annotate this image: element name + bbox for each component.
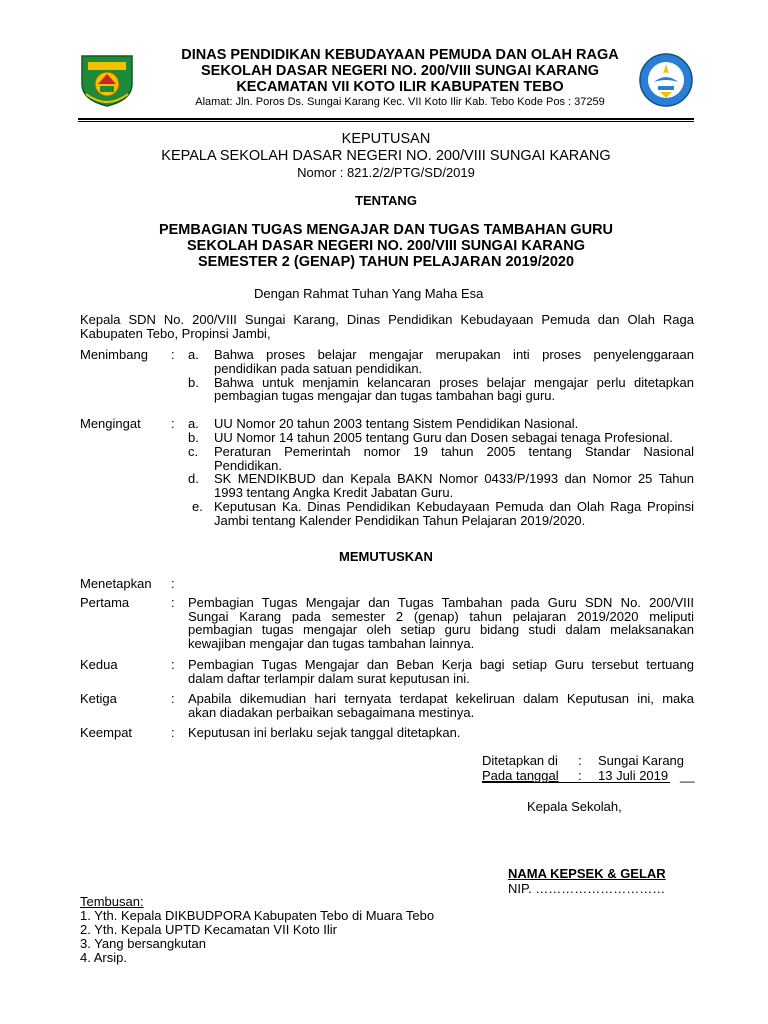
- menimbang-b-line-2: pembagian tugas mengajar dan tugas tambahan bagi guru.: [214, 388, 556, 403]
- pertama-line-4: kewajiban mengajar dan tugas tambahan lainnya.: [188, 636, 475, 651]
- kop-line-3: KECAMATAN VII KOTO ILIR KABUPATEN TEBO: [236, 79, 564, 95]
- tembusan-item: 2. Yth. Kepala UPTD Kecamatan VII Koto Ilir: [80, 922, 337, 937]
- memutuskan-heading: MEMUTUSKAN: [339, 549, 433, 564]
- mengingat-letter-a: a.: [188, 416, 199, 431]
- keempat-colon: :: [171, 725, 175, 740]
- ketiga-label: Ketiga: [80, 691, 117, 706]
- tanggal-value: 13 Juli 2019: [598, 768, 669, 783]
- pertama-line-3: pembagian tugas mengajar oleh setiap guru bidang studi dalam melaksanakan: [188, 622, 694, 637]
- mengingat-b-line-1: UU Nomor 14 tahun 2005 tentang Guru dan Dosen sebagai tenaga Profesional.: [214, 430, 673, 445]
- tembusan-title: Tembusan:: [80, 894, 144, 909]
- mengingat-c-line-2: Pendidikan.: [214, 458, 282, 473]
- kop-address: Alamat: Jln. Poros Ds. Sungai Karang Kec. VII Koto Ilir Kab. Tebo Kode Pos : 37259: [195, 96, 605, 108]
- menimbang-a-line-1: Bahwa proses belajar mengajar merupakan inti proses penyelenggaraan: [214, 347, 694, 362]
- keempat-line-1: Keputusan ini berlaku sejak tanggal ditetapkan.: [188, 725, 461, 740]
- tembusan-item: 1. Yth. Kepala DIKBUDPORA Kabupaten Tebo di Muara Tebo: [80, 908, 435, 923]
- ketiga-colon: :: [171, 691, 175, 706]
- ditetapkan-label: Ditetapkan di: [482, 753, 558, 768]
- menimbang-a-line-2: pendidikan pada satuan pendidikan.: [214, 361, 423, 376]
- signature-nip: NIP. …………………………: [508, 881, 666, 896]
- tembusan-item: 3. Yang bersangkutan: [80, 936, 207, 951]
- pertama-colon: :: [171, 595, 175, 610]
- mengingat-d-line-1: SK MENDIKBUD dan Kepala BAKN Nomor 0433/P/1993 dan Nomor 25 Tahun: [214, 471, 694, 486]
- kop-line-1: DINAS PENDIDIKAN KEBUDAYAAN PEMUDA DAN OLAH RAGA: [181, 47, 619, 63]
- menetapkan-label: Menetapkan: [80, 576, 152, 591]
- tembusan-item: 4. Arsip.: [80, 950, 127, 965]
- mengingat-a-line-1: UU Nomor 20 tahun 2003 tentang Sistem Pendidikan Nasional.: [214, 416, 579, 431]
- kedua-line-2: dalam daftar terlampir dalam surat keputusan ini.: [188, 671, 470, 686]
- kedua-line-1: Pembagian Tugas Mengajar dan Beban Kerja bagi setiap Guru tersebut tertuang: [188, 657, 694, 672]
- kop-line-2: SEKOLAH DASAR NEGERI NO. 200/VIII SUNGAI KARANG: [201, 63, 599, 79]
- title-subject-2: SEKOLAH DASAR NEGERI NO. 200/VIII SUNGAI KARANG: [187, 238, 585, 254]
- ditetapkan-value: Sungai Karang: [598, 753, 685, 768]
- title-subject-3: SEMESTER 2 (GENAP) TAHUN PELAJARAN 2019/2020: [197, 254, 575, 270]
- intro-line-2: Kabupaten Tebo, Propinsi Jambi,: [80, 326, 271, 341]
- title-tentang: TENTANG: [355, 193, 417, 208]
- keempat-label: Keempat: [80, 725, 133, 740]
- mengingat-e-line-1: Keputusan Ka. Dinas Pendidikan Kebudayaan Pemuda dan Olah Raga Propinsi: [214, 499, 694, 514]
- title-kepala: KEPALA SEKOLAH DASAR NEGERI NO. 200/VIII SUNGAI KARANG: [161, 148, 611, 164]
- mengingat-letter-e: e.: [192, 499, 203, 514]
- title-keputusan: KEPUTUSAN: [341, 131, 431, 147]
- mengingat-colon: :: [171, 416, 175, 431]
- title-rahmat: Dengan Rahmat Tuhan Yang Maha Esa: [254, 286, 484, 301]
- ketiga-line-2: akan diadakan perbaikan sebagaimana mestinya.: [188, 705, 475, 720]
- mengingat-d-line-2: 1993 tentang Angka Kredit Jabatan Guru.: [214, 485, 454, 500]
- kedua-colon: :: [171, 657, 175, 672]
- kabupaten-logo: [78, 50, 136, 108]
- mengingat-letter-c: c.: [188, 444, 199, 459]
- menetapkan-colon: :: [171, 576, 175, 591]
- ketiga-line-1: Apabila dikemudian hari ternyata terdapat kekeliruan dalam Keputusan ini, maka: [188, 691, 694, 706]
- menimbang-label: Menimbang: [80, 347, 148, 362]
- menimbang-letter-a: a.: [188, 347, 199, 362]
- kedua-label: Kedua: [80, 657, 118, 672]
- menimbang-colon: :: [171, 347, 175, 362]
- mengingat-letter-b: b.: [188, 430, 199, 445]
- mengingat-c-line-1: Peraturan Pemerintah nomor 19 tahun 2005 tentang Standar Nasional: [214, 444, 694, 459]
- kop-divider-thick: [78, 118, 694, 120]
- mengingat-e-line-2: Jambi tentang Kalender Pendidikan Tahun Pelajaran 2019/2020.: [214, 513, 586, 528]
- title-subject-1: PEMBAGIAN TUGAS MENGAJAR DAN TUGAS TAMBAHAN GURU: [158, 222, 614, 238]
- tanggal-label: Pada tanggal: [482, 768, 559, 783]
- menimbang-letter-b: b.: [188, 375, 199, 390]
- tanggal-colon: :: [578, 768, 582, 783]
- menimbang-b-line-1: Bahwa untuk menjamin kelancaran proses belajar mengajar perlu ditetapkan: [214, 375, 694, 390]
- intro-line-1: Kepala SDN No. 200/VIII Sungai Karang, Dinas Pendidikan Kebudayaan Pemuda dan Olah Raga: [80, 312, 694, 327]
- mengingat-letter-d: d.: [188, 471, 199, 486]
- title-nomor: Nomor : 821.2/2/PTG/SD/2019: [297, 165, 475, 180]
- mengingat-label: Mengingat: [80, 416, 141, 431]
- pertama-line-1: Pembagian Tugas Mengajar dan Tugas Tambahan pada Guru SDN No. 200/VIII: [188, 595, 694, 610]
- tanggal-trail: __: [680, 768, 695, 783]
- ditetapkan-colon: :: [578, 753, 582, 768]
- pertama-label: Pertama: [80, 595, 130, 610]
- signature-name: NAMA KEPSEK & GELAR: [508, 866, 666, 881]
- signature-role: Kepala Sekolah,: [527, 799, 622, 814]
- pertama-line-2: Sungai Karang pada semester 2 (genap) tahun pelajaran 2019/2020 meliputi: [188, 609, 694, 624]
- kop-divider-thin: [78, 121, 694, 122]
